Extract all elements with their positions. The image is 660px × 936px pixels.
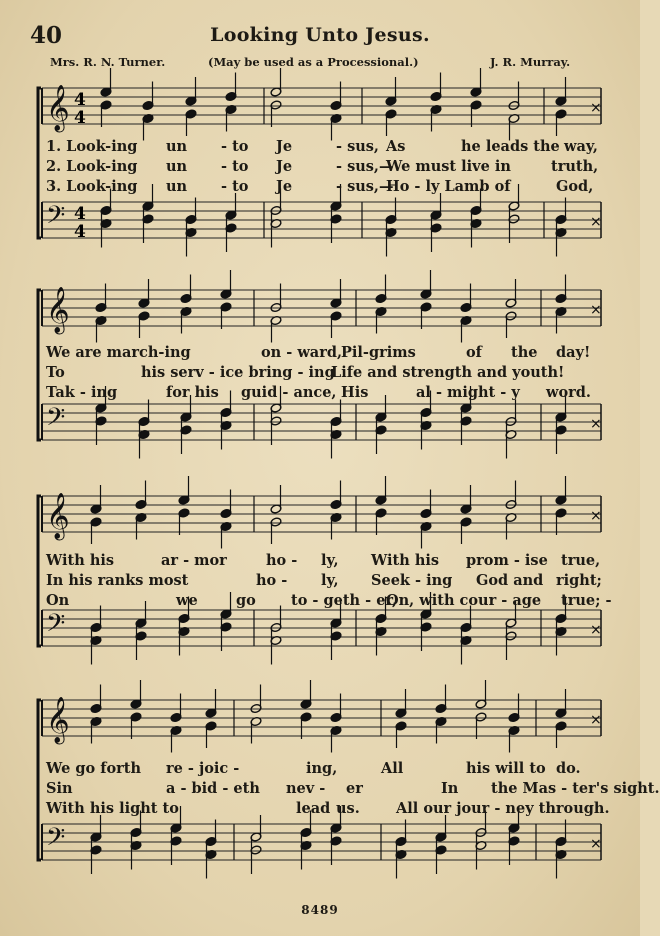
lyric-syllable: us. (336, 800, 360, 817)
music-system-1 (36, 80, 603, 270)
lyric-syllable: All (381, 760, 404, 777)
lyric-syllable: to - geth - er, (291, 592, 398, 609)
lyric-syllable: on - ward, (261, 344, 343, 361)
lyric-syllable: As (386, 138, 406, 155)
lyric-syllable: true, (561, 552, 601, 569)
treble-staff (42, 476, 602, 549)
lyric-syllable: - sus, (336, 138, 379, 155)
lyric-verse-2 (36, 780, 660, 798)
lyric-syllable: ar - mor (161, 552, 227, 569)
time-signature-top: 4 (74, 90, 86, 110)
lyric-syllable: 3. Look-ing (46, 178, 138, 195)
lyric-syllable: ho - (266, 552, 298, 569)
lyric-syllable: His (341, 384, 369, 401)
lyric-syllable: word. (546, 384, 591, 401)
lyric-verse-3 (36, 178, 603, 196)
bass-clef-icon: 𝄢 (46, 823, 66, 858)
lyric-syllable: we (176, 592, 198, 609)
lyric-syllable: Ho - ly Lamb of (386, 178, 511, 195)
lyric-syllable: al - might - y (416, 384, 520, 401)
lyric-verse-3 (36, 384, 603, 402)
lyric-syllable: - sus,— (336, 158, 394, 175)
lyric-syllable: guid - ance, (241, 384, 337, 401)
bass-clef-icon: 𝄢 (46, 609, 66, 644)
lyric-verse-2 (36, 572, 603, 590)
lyric-syllable: a - bid - eth (166, 780, 260, 797)
rest-icon: × (590, 836, 602, 852)
lyric-syllable: Pil-grims (341, 344, 416, 361)
lyric-syllable: nev - (286, 780, 326, 797)
lyric-syllable: his serv - ice bring - ing (141, 364, 335, 381)
treble-clef-icon: 𝄞 (46, 493, 70, 539)
lyric-verse-3 (36, 800, 610, 818)
treble-staff (42, 680, 602, 753)
treble-staff (42, 68, 602, 141)
credits-line (0, 55, 640, 71)
lyric-syllable: ly, (321, 572, 339, 589)
lyric-syllable: truth, (551, 158, 599, 175)
page-header (0, 22, 640, 52)
lyric-syllable: er (346, 780, 363, 797)
lyric-syllable: do. (556, 760, 581, 777)
lyric-syllable: We are march-ing (46, 344, 191, 361)
lyric-syllable: Je (276, 138, 293, 155)
lyric-syllable: un (166, 178, 188, 195)
lyric-syllable: he leads the (461, 138, 560, 155)
lyric-verse-2 (36, 158, 603, 176)
composer-credit: J. R. Murray. (490, 55, 571, 69)
lyric-syllable: lead (296, 800, 331, 817)
lyric-syllable: 2. Look-ing (46, 158, 138, 175)
lyric-syllable: Seek - ing (371, 572, 453, 589)
lyric-syllable: Je (276, 158, 293, 175)
treble-clef-icon: 𝄞 (46, 287, 70, 333)
rest-icon: × (590, 712, 602, 728)
rest-icon: × (590, 622, 602, 638)
treble-clef-icon: 𝄞 (46, 85, 70, 131)
lyric-syllable: With his light to (46, 800, 179, 817)
rest-icon: × (590, 100, 602, 116)
lyric-verse-1 (36, 138, 603, 156)
lyric-syllable: Sin (46, 780, 73, 797)
music-system-3 (36, 488, 612, 678)
lyric-syllable: - to (221, 178, 249, 195)
lyric-syllable: for his (166, 384, 219, 401)
time-signature-top: 4 (74, 204, 86, 224)
lyric-syllable: - to (221, 158, 249, 175)
lyric-syllable: All our jour - ney through. (396, 800, 610, 817)
lyric-syllable: With his (46, 552, 115, 569)
lyric-syllable: right; (556, 572, 602, 589)
time-signature-bottom: 4 (74, 108, 86, 128)
music-system-4 (36, 692, 660, 892)
lyric-syllable: ing, (306, 760, 338, 777)
lyric-syllable: way, (564, 138, 598, 155)
plate-number: 8489 (301, 903, 339, 917)
lyric-syllable: the Mas - ter's sight. (491, 780, 660, 797)
lyric-syllable: In his ranks most (46, 572, 189, 589)
lyric-syllable: prom - ise (466, 552, 548, 569)
hymn-title: Looking Unto Jesus. (210, 24, 430, 46)
lyric-syllable: God and (476, 572, 544, 589)
lyric-verse-1 (36, 344, 603, 362)
lyric-verse-1 (36, 552, 603, 570)
lyric-syllable: On, with cour - age (386, 592, 542, 609)
bass-clef-icon: 𝄢 (46, 201, 66, 236)
lyric-syllable: Tak - ing (46, 384, 118, 401)
lyric-syllable: of (466, 344, 482, 361)
rest-icon: × (590, 416, 602, 432)
lyric-syllable: We must live in (386, 158, 511, 175)
lyric-syllable: re - joic - (166, 760, 240, 777)
lyricist-credit: Mrs. R. N. Turner. (50, 55, 166, 69)
lyric-syllable: the (511, 344, 538, 361)
treble-clef-icon: 𝄞 (46, 697, 70, 743)
lyric-syllable: - sus,— (336, 178, 394, 195)
lyric-verse-1 (36, 760, 603, 778)
lyric-verse-3 (36, 592, 612, 610)
system-bracket (38, 496, 41, 646)
page-number: 40 (30, 22, 63, 49)
treble-staff (42, 270, 602, 343)
lyric-syllable: true; - (561, 592, 612, 609)
music-system-2 (36, 282, 603, 472)
lyric-syllable: In (441, 780, 459, 797)
lyric-syllable: We go forth (46, 760, 142, 777)
lyric-syllable: Life and strength and youth! (331, 364, 565, 381)
lyric-syllable: God, (556, 178, 594, 195)
lyric-verse-2 (36, 364, 603, 382)
lyric-syllable: 1. Look-ing (46, 138, 138, 155)
rest-icon: × (590, 302, 602, 318)
lyric-syllable: ho - (256, 572, 288, 589)
lyric-syllable: un (166, 138, 188, 155)
lyric-syllable: go (236, 592, 256, 609)
lyric-syllable: un (166, 158, 188, 175)
lyric-syllable: ly, (321, 552, 339, 569)
processional-note: (May be used as a Processional.) (208, 55, 419, 69)
time-signature-bottom: 4 (74, 222, 86, 242)
lyric-syllable: his will to (466, 760, 546, 777)
lyric-syllable: To (46, 364, 65, 381)
rest-icon: × (590, 508, 602, 524)
lyric-syllable: With his (371, 552, 440, 569)
lyric-syllable: On (46, 592, 70, 609)
bass-clef-icon: 𝄢 (46, 403, 66, 438)
lyric-syllable: Je (276, 178, 293, 195)
lyric-syllable: day! (556, 344, 591, 361)
lyric-syllable: - to (221, 138, 249, 155)
rest-icon: × (590, 214, 602, 230)
